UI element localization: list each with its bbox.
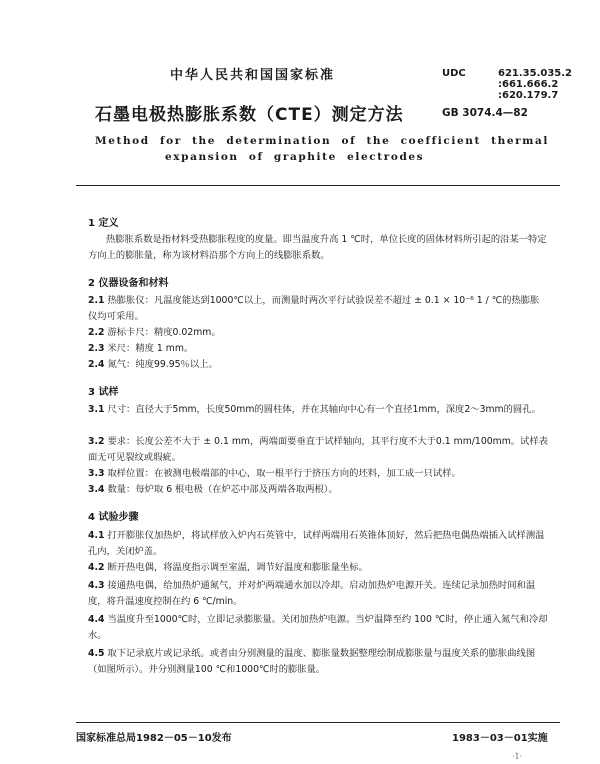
header-divider — [76, 185, 560, 186]
paragraph-text: 游标卡尺：精度0.02mm。 — [107, 327, 221, 338]
paragraph — [88, 341, 548, 357]
paragraph-text: 当温度升至1000℃时，立即记录膨胀量。关闭加热炉电源。当炉温降至约 100 ℃时，停止通入氮气和冷却水。 — [88, 614, 548, 641]
udc-label: UDC — [442, 68, 466, 79]
paragraph-text: 断开热电偶，将温度指示调至室温，调节好温度和膨胀量坐标。 — [107, 562, 368, 573]
clause-number: 2.1 — [88, 295, 105, 306]
paragraph-text: 要求：长度公差不大于 ± 0.1 mm，两端面要垂直于试样轴向，其平行度不大于0.1 mm/100mm。试样表面无可见裂纹或瑕疵。 — [88, 436, 548, 463]
standard-org-title: 中华人民共和国国家标准 — [170, 68, 336, 83]
clause-number: 4.3 — [88, 580, 105, 591]
paragraph-text: 取下记录底片或记录纸。或者由分别测量的温度、膨胀量数据整理绘制成膨胀量与温度关系的膨胀曲线图（如图所示）。并分别测量100 ℃和1000℃时的膨胀量。 — [88, 648, 536, 675]
issue-date: 国家标准总局1982－05－10发布 — [76, 733, 232, 744]
clause-number: 3.1 — [88, 404, 105, 415]
paragraph-text: 取样位置：在被测电极端部的中心，取一根平行于挤压方向的坯料，加工成一只试样。 — [107, 468, 461, 479]
paragraph — [88, 646, 548, 678]
section-heading: 2 仪器设备和材料 — [88, 278, 169, 289]
paragraph-text: 热膨胀仪：凡温度能达到1000℃以上，而测量时两次平行试验误差不超过 ± 0.1 × 10⁻⁶ 1 / ℃的热膨胀仪均可采用。 — [88, 295, 540, 322]
paragraph — [88, 560, 548, 576]
paragraph-text: 氮气：纯度99.95％以上。 — [107, 359, 218, 370]
paragraph-text: 打开膨胀仪加热炉，将试样放入炉内石英管中，试样两端用石英锥体顶好，然后把热电偶热端插入试样测温孔内，关闭炉盖。 — [88, 530, 545, 557]
clause-number: 3.4 — [88, 484, 105, 495]
udc-code: 621.35.035.2 — [498, 68, 573, 79]
paragraph-text: 尺寸：直径大于5mm，长度50mm的圆柱体，并在其轴向中心有一个直径1mm，深度2～3mm的圆孔。 — [107, 404, 541, 415]
clause-number: 4.1 — [88, 530, 105, 541]
udc-code: :661.666.2 — [498, 79, 559, 90]
clause-number: 2.3 — [88, 343, 105, 354]
paragraph-text: 热膨胀系数是指材料受热膨胀程度的度量。即当温度升高 1 ℃时，单位长度的固体材料所引起的沿某一特定方向上的膨胀量，称为该材料沿那个方向上的线膨胀系数。 — [88, 234, 547, 261]
section-heading: 1 定义 — [88, 218, 119, 229]
paragraph — [88, 402, 548, 418]
paragraph — [88, 578, 548, 610]
footer-divider — [76, 722, 560, 723]
gb-number: GB 3074.4—82 — [442, 107, 528, 119]
paragraph-text: 数量：每炉取 6 根电极（在炉芯中部及两端各取两根）。 — [107, 484, 338, 495]
document-title-cn: 石墨电极热膨胀系数（CTE）测定方法 — [95, 105, 404, 125]
section-heading: 4 试验步骤 — [88, 512, 139, 523]
paragraph — [88, 232, 548, 264]
udc-codes — [498, 68, 572, 101]
clause-number: 4.2 — [88, 562, 105, 573]
udc-code: :620.179.7 — [498, 90, 559, 101]
document-title-en-line2: expansion of graphite electrodes — [165, 151, 425, 163]
paragraph — [88, 482, 548, 498]
paragraph — [88, 293, 548, 325]
paragraph — [88, 357, 548, 373]
clause-number: 3.3 — [88, 468, 105, 479]
paragraph — [88, 325, 548, 341]
clause-number: 4.4 — [88, 614, 105, 625]
clause-number: 2.4 — [88, 359, 105, 370]
clause-number: 2.2 — [88, 327, 105, 338]
paragraph — [88, 612, 548, 644]
effective-date: 1983－03－01实施 — [452, 733, 548, 744]
paragraph — [88, 434, 548, 466]
clause-number: 3.2 — [88, 436, 105, 447]
document-title-en-line1: Method for the determination of the coefficient thermal — [95, 135, 549, 147]
paragraph-text: 米尺：精度 1 mm。 — [107, 343, 194, 354]
clause-number: 4.5 — [88, 648, 105, 659]
section-heading: 3 试样 — [88, 387, 119, 398]
paragraph-text: 接通热电偶，给加热炉通氮气，并对炉两端通水加以冷却。启动加热炉电源开关。连续记录加热时间和温度，将升温速度控制在约 6 ℃/min。 — [88, 580, 536, 607]
paragraph — [88, 528, 548, 560]
paragraph — [88, 466, 548, 482]
page-number: ·1· — [512, 752, 523, 761]
